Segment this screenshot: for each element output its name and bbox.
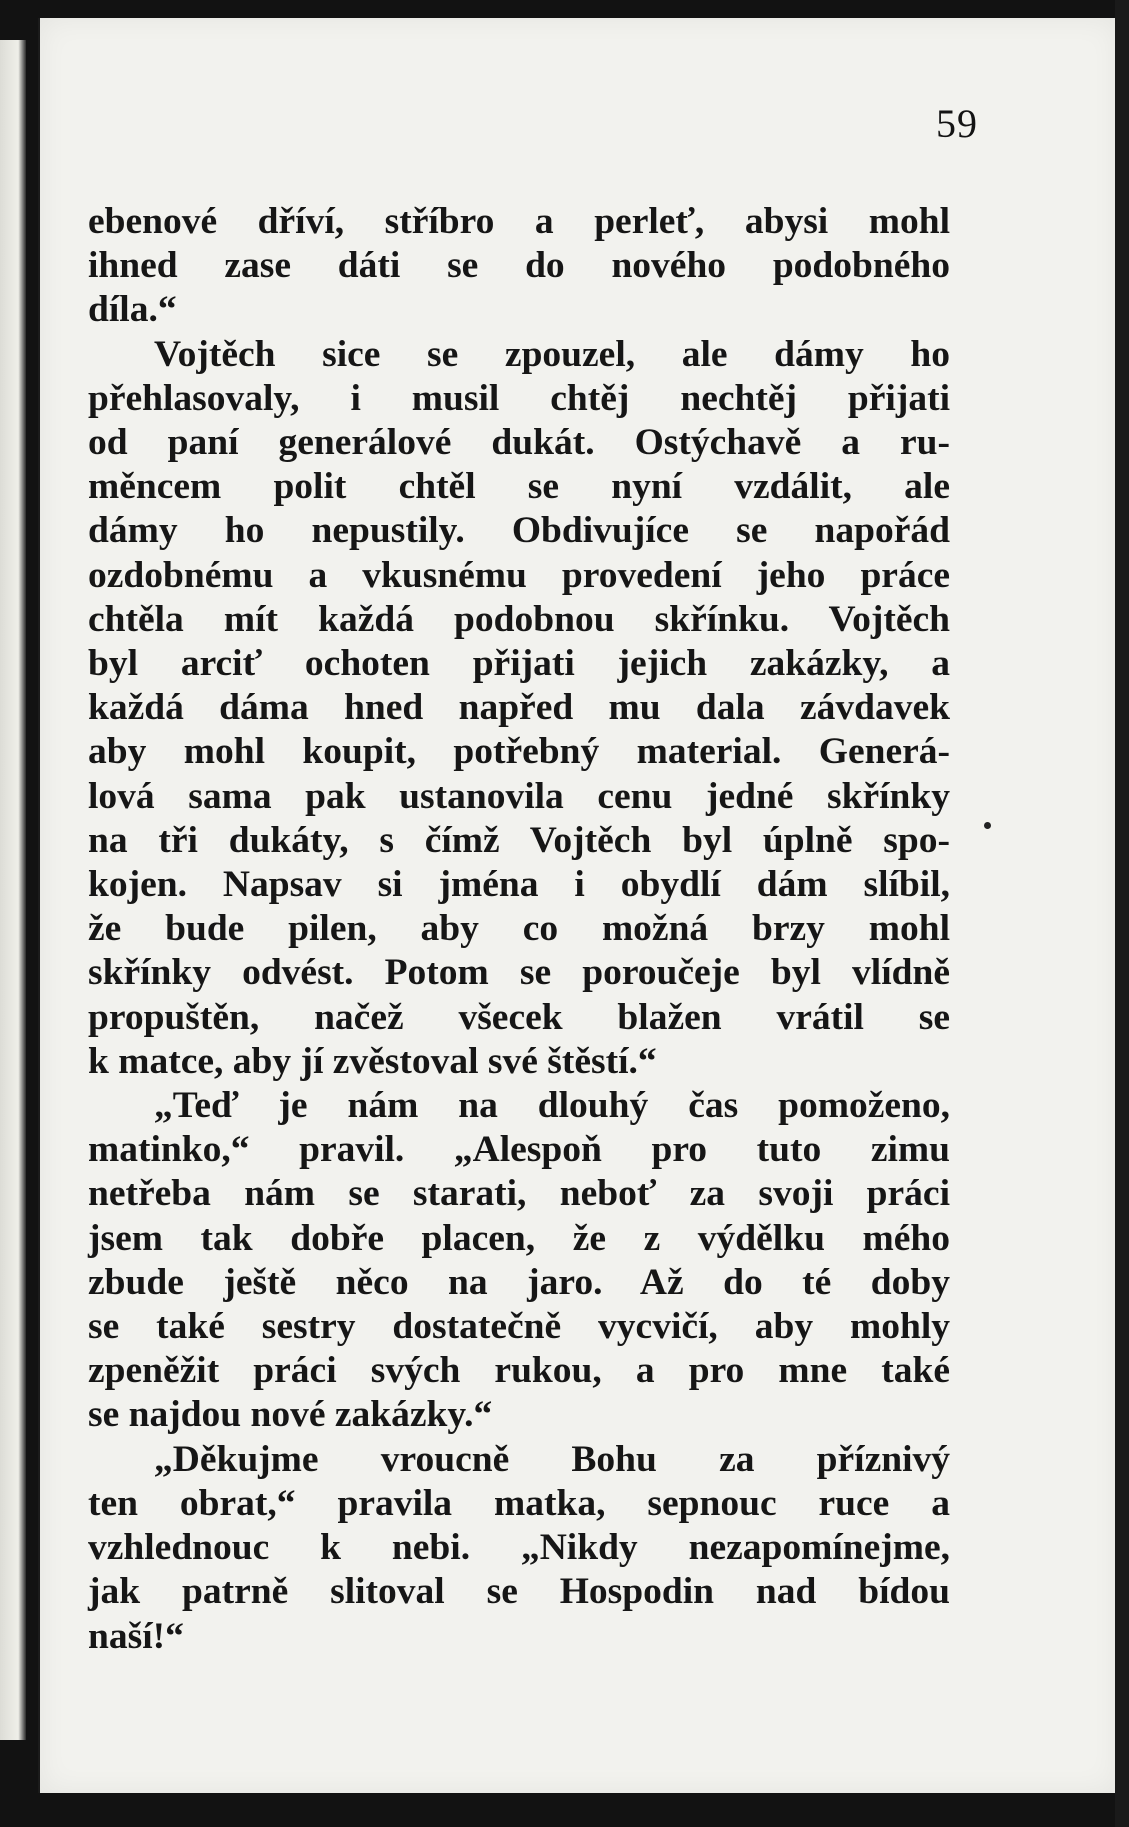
text-line: netřeba nám se starati, neboť za svoji práci	[88, 1173, 950, 1215]
text-line: „Děkujme vroucně Bohu za příznivý	[154, 1438, 950, 1480]
text-line: se najdou nové zakázky.“	[88, 1394, 493, 1436]
scan-right-border	[1115, 0, 1129, 1827]
text-line: byl arciť ochoten přijati jejich zakázky, a	[88, 643, 950, 685]
text-line: lová sama pak ustanovila cenu jedné skřínky	[88, 775, 950, 817]
text-line: dámy ho nepustily. Obdivujíce se napořád	[88, 510, 950, 552]
text-line: ten obrat,“ pravila matka, sepnouc ruce a	[88, 1482, 950, 1524]
text-line: matinko,“ pravil. „Alespoň pro tuto zimu	[88, 1129, 950, 1171]
text-line: kojen. Napsav si jména i obydlí dám slíbil,	[88, 864, 950, 906]
text-line: naší!“	[88, 1615, 184, 1657]
text-line: Vojtěch sice se zpouzel, ale dámy ho	[154, 333, 950, 375]
page-body-text	[88, 200, 950, 1659]
text-line: k matce, aby jí zvěstoval své štěstí.“	[88, 1040, 657, 1082]
text-line: se také sestry dostatečně vycvičí, aby mohly	[88, 1306, 950, 1348]
text-line: že bude pilen, aby co možná brzy mohl	[88, 908, 950, 950]
text-line: ozdobnému a vkusnému provedení jeho práce	[88, 554, 950, 596]
text-line: ihned zase dáti se do nového podobného	[88, 245, 950, 287]
text-line: zbude ještě něco na jaro. Až do té doby	[88, 1261, 950, 1303]
text-line: měncem polit chtěl se nyní vzdálit, ale	[88, 466, 950, 508]
text-line: jak patrně slitoval se Hospodin nad bídou	[88, 1571, 950, 1613]
ink-speck	[984, 822, 991, 829]
book-page	[38, 18, 1118, 1793]
text-line: na tři dukáty, s čímž Vojtěch byl úplně spo-	[88, 819, 950, 861]
text-line: ebenové dříví, stříbro a perleť, abysi mohl	[88, 201, 950, 242]
text-line: propuštěn, načež všecek blažen vrátil se	[88, 996, 950, 1038]
page-number: 59	[936, 101, 978, 146]
text-line: vzhlednouc k nebi. „Nikdy nezapomínejme,	[88, 1527, 950, 1569]
text-line: každá dáma hned napřed mu dala závdavek	[88, 687, 950, 729]
previous-page-edge	[0, 40, 26, 1740]
text-line: přehlasovaly, i musil chtěj nechtěj přijati	[88, 377, 950, 419]
text-line: skřínky odvést. Potom se poroučeje byl vlídně	[88, 952, 950, 994]
text-line: od paní generálové dukát. Ostýchavě a ru-	[88, 422, 950, 464]
text-line: „Teď je nám na dlouhý čas pomoženo,	[154, 1085, 950, 1127]
text-line: díla.“	[88, 289, 177, 331]
text-line: chtěla mít každá podobnou skřínku. Vojtěch	[88, 598, 950, 640]
text-line: jsem tak dobře placen, že z výdělku mého	[88, 1217, 950, 1259]
text-line: aby mohl koupit, potřebný material. Generá-	[88, 731, 950, 773]
text-line: zpeněžit práci svých rukou, a pro mne také	[88, 1350, 950, 1392]
